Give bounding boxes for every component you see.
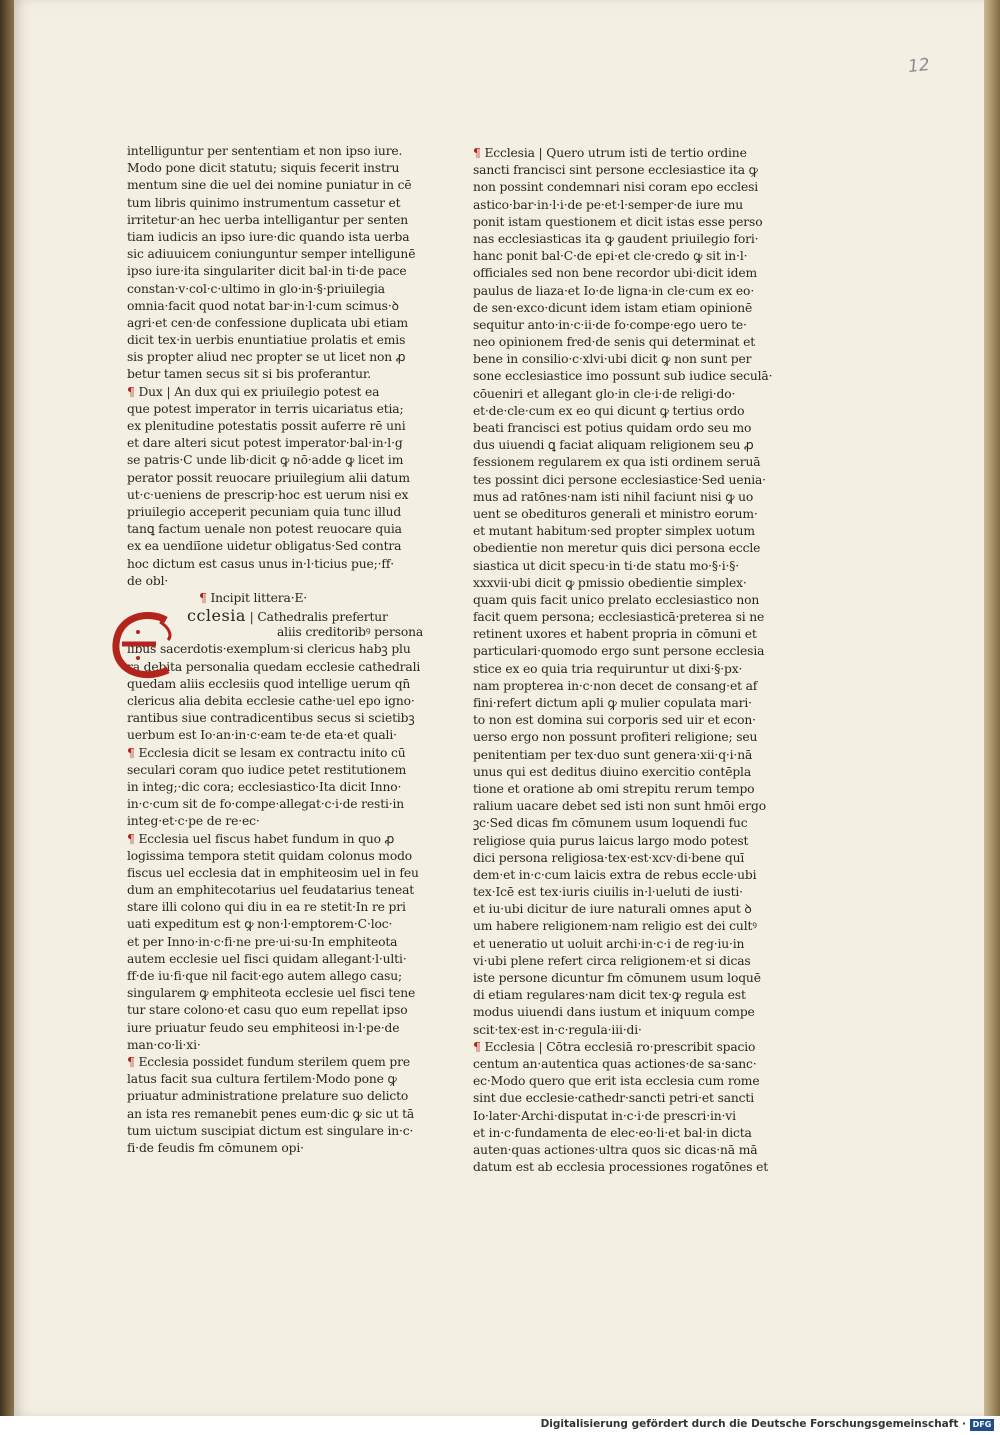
rubric-mark: ¶ <box>473 1039 481 1054</box>
rubric-mark: ¶ <box>127 831 135 846</box>
text-line: integ·et·c·pe de re·ec· <box>127 814 260 829</box>
text-line: to non est domina sui corporis sed uir et econ· <box>473 713 756 728</box>
text-line: astico·bar·in·l·i·de pe·et·l·semper·de iure mu <box>473 197 744 212</box>
text-line: tur stare colono·et casu quo eum repellat ipso <box>127 1003 408 1018</box>
text-line: constan·v·col·c·ultimo in glo·in·§·priuilegia <box>127 281 385 296</box>
text-line: um habere religionem·nam religio est dei cultꝰ <box>473 919 757 934</box>
text-line: mentum sine die uel dei nomine puniatur in cē <box>127 178 412 193</box>
text-line: libus sacerdotis·exemplum·si clericus habꝫ plu <box>127 642 411 657</box>
text-line: tum libris quinimo instrumentum cassetur et <box>127 195 401 210</box>
text-line: ¶ Ecclesia uel fiscus habet fundum in quo ꝓ <box>127 831 394 846</box>
ecclesia-line-1-text: | Cathedralis prefertur <box>249 610 388 625</box>
text-line: ra debita personalia quedam ecclesie cathedrali <box>127 659 421 674</box>
heading-text: Incipit littera·E· <box>210 590 308 605</box>
text-line: beati francisci est potius quidam ordo seu mo <box>473 421 752 435</box>
text-line: retinent uxores et habent propria in cōmuni et <box>473 627 757 642</box>
text-line: ipso iure·ita singulariter dicit bal·in ti·de pace <box>127 264 407 279</box>
text-line: di etiam regulares·nam dicit tex·ꝙ regula est <box>473 988 746 1003</box>
text-line: ¶ Ecclesia | Cōtra ecclesiā ro·prescribit spacio <box>473 1039 756 1054</box>
text-line: mus ad ratōnes·nam isti nihil faciunt nisi ꝙ uo <box>473 489 754 504</box>
text-line: tex·Icē est tex·iuris ciuilis in·l·ueluti de iusti· <box>473 885 743 900</box>
text-line: obedientie non meretur quis dici persona eccle <box>473 541 761 556</box>
text-line: sis propter aliud nec propter se ut licet non ꝓ <box>127 350 406 365</box>
text-line: cōueniri et allegant glo·in cle·i·de religi·do· <box>473 386 736 401</box>
text-line: iure priuatur feudo seu emphiteosi in·l·pe·de <box>127 1020 400 1035</box>
text-line: modus uiuendi dans iustum et iniquum compe <box>473 1005 755 1020</box>
text-line: man·co·li·xi· <box>127 1037 201 1052</box>
text-line: dicit tex·in uerbis enuntiatiue prolatis et emis <box>127 333 406 348</box>
text-line: penitentiam per tex·duo sunt genera·xii·q·i·nā <box>473 747 753 762</box>
text-line: ut·c·ueniens de prescrip·hoc est uerum nisi ex <box>127 487 409 502</box>
text-line: priuilegio acceperit pecuniam quia tunc illud <box>127 504 402 519</box>
text-line: bene in consilio·c·xlvi·ubi dicit ꝙ non sunt per <box>473 352 752 367</box>
text-line: sint due ecclesie·cathedr·sancti petri·et sancti <box>473 1091 754 1106</box>
text-line: sic adiuuicem coniunguntur semper intelligunē <box>127 247 416 262</box>
text-line: fi·de feudis fm cōmunem opi· <box>127 1140 304 1155</box>
text-line: ex ea uendiīone uidetur obligatus·Sed contra <box>127 539 402 554</box>
text-line: fessionem regularem ex qua isti ordinem seruā <box>473 455 761 470</box>
rubric-mark: ¶ <box>473 146 481 160</box>
folio-number: 12 <box>907 54 931 78</box>
text-line: uerbum est Io·an·in·c·eam te·de eta·et quali· <box>127 728 397 743</box>
text-line: de sen·exco·dicunt idem istam etiam opinionē <box>473 300 753 315</box>
text-line: Io·later·Archi·disputat in·c·i·de prescri·in·vi <box>473 1108 736 1123</box>
footer-bar <box>0 1416 1000 1435</box>
text-line: scit·tex·est in·c·regula·iii·di· <box>473 1022 642 1037</box>
text-line: ex plenitudine potestatis possit auferre rē uni <box>127 419 406 433</box>
text-line: facit quem persona; ecclesiasticā·preterea si ne <box>473 610 765 625</box>
text-line: et dare alteri sicut potest imperator·bal·in·l·g <box>127 436 403 451</box>
text-line: siastica ut dicit specu·in ti·de statu mo·§·i·§· <box>473 558 739 573</box>
text-line: ¶ Ecclesia | Quero utrum isti de tertio ordine <box>473 146 747 160</box>
text-line: latus facit sua cultura fertilem·Modo pone ꝙ <box>127 1072 397 1087</box>
text-line: hoc dictum est casus unus in·l·ticius pue;·ff· <box>127 556 394 571</box>
text-line: stare illi colono qui diu in ea re stetit·In re pri <box>127 900 406 915</box>
text-line: et mutant habitum·sed propter simplex uotum <box>473 524 755 539</box>
text-line: in integ;·dic cora; ecclesiastico·Ita dicit Inno· <box>127 779 402 794</box>
text-line: uati expeditum est ꝙ non·l·emptorem·C·loc· <box>127 917 393 932</box>
text-line: centum an·autentica quas actiones·de sa·sanc· <box>473 1056 757 1071</box>
text-line: hanc ponit bal·C·de epi·et cle·credo ꝙ sit in·l· <box>473 249 748 264</box>
text-line: rantibus siue contradicentibus secus si scietibꝫ <box>127 711 415 726</box>
book-binding-edge <box>0 0 14 1416</box>
text-line: dum an emphitecotarius uel feudatarius teneat <box>127 883 415 898</box>
text-line: ec·Modo quero que erit ista ecclesia cum rome <box>473 1074 760 1089</box>
text-line: auten·quas actiones·ultra quos sic dicas·nā mā <box>473 1142 758 1157</box>
text-line: paulus de liaza·et Io·de ligna·in cle·cum ex eo· <box>473 283 755 298</box>
text-line: tum uictum suscipiat dictum est singulare in·c· <box>127 1123 414 1138</box>
rubric-mark: ¶ <box>127 384 135 399</box>
text-line: unus qui est deditus diuino exercitio contēpla <box>473 764 752 779</box>
text-line: nas ecclesiasticas ita ꝙ gaudent priuilegio fori· <box>473 231 759 246</box>
text-line: ¶ Dux | An dux qui ex priuilegio potest ea <box>127 384 380 399</box>
text-line: stice ex eo quia tria requiruntur ut dixi·§·px· <box>473 661 743 676</box>
text-line: datum est ab ecclesia processiones rogatōnes et <box>473 1160 769 1175</box>
text-line: que potest imperator in terris uicariatus etia; <box>127 401 404 416</box>
text-line: dem·et in·c·cum laicis extra de rebus eccle·ubi <box>473 867 757 882</box>
text-line: dici persona religiosa·tex·est·xcv·di·bene quī <box>473 850 745 865</box>
text-line: ff·de iu·fi·que nil facit·ego autem allego casu; <box>127 969 402 983</box>
text-line: ponit istam questionem et dicit istas esse perso <box>473 214 763 229</box>
text-line: ¶ Ecclesia dicit se lesam ex contractu inito cū <box>127 745 406 760</box>
text-line: et per Inno·in·c·fi·ne pre·ui·su·In emphiteota <box>127 934 398 949</box>
text-line: tanꝗ factum uenale non potest reuocare quia <box>127 522 402 537</box>
left-column-block-b <box>127 641 421 1157</box>
ecclesia-line-2: aliis creditoribꝰ persona <box>277 625 424 640</box>
text-line: fiscus uel ecclesia dat in emphiteosim uel in feu <box>127 865 419 880</box>
decorated-initial-e <box>108 610 182 680</box>
text-line: religiose quia purus laicus largo modo potest <box>473 833 749 848</box>
text-line: dus uiuendi ꝗ faciat aliquam religionem seu ꝓ <box>473 438 754 453</box>
text-line: particulari·quomodo ergo sunt persone ecclesia <box>473 644 765 659</box>
text-line: de obl· <box>127 573 169 588</box>
text-line: fini·refert dictum apli ꝙ mulier copulata mari· <box>473 696 752 710</box>
rubric-mark: ¶ <box>127 745 135 760</box>
text-line: se patris·C unde lib·dicit ꝙ nō·adde ꝙ licet im <box>127 453 404 468</box>
text-line: vi·ubi plene refert circa religionem·et si dicas <box>473 953 751 968</box>
text-line: ꝫc·Sed dicas fm cōmunem usum loquendi fuc <box>473 816 748 831</box>
text-line: sequitur anto·in·c·ii·de fo·compe·ego uero te· <box>473 317 747 332</box>
text-line: uent se obedituros generali et ministro eorum· <box>473 506 758 521</box>
left-column-block-a <box>127 143 416 590</box>
text-line: logissima tempora stetit quidam colonus modo <box>127 848 413 863</box>
text-line: perator possit reuocare priuilegium alii datum <box>127 470 410 485</box>
text-line: uerso ergo non possunt profiteri religione; seu <box>473 730 758 745</box>
text-line: neo opinionem fred·de senis qui determinat et <box>473 335 755 350</box>
text-line: sancti francisci sint persone ecclesiastice ita ꝙ <box>473 163 758 178</box>
section-heading-incipit <box>199 590 405 607</box>
dfg-logo: DFG <box>970 1419 994 1431</box>
text-line: et in·c·fundamenta de elec·eo·li·et bal·in dicta <box>473 1125 752 1140</box>
text-line: tes possint dici persone ecclesiastice·Sed uenia· <box>473 472 766 487</box>
text-line: clericus alia debita ecclesie cathe·uel epo igno· <box>127 694 415 708</box>
text-line: in·c·cum sit de fo·compe·allegat·c·i·de resti·in <box>127 797 405 812</box>
rubric-mark: ¶ <box>199 590 207 605</box>
funding-credit: Digitalisierung gefördert durch die Deutsche Forschungsgemeinschaft · <box>540 1418 966 1430</box>
text-line: omnia·facit quod notat bar·in·l·cum scimus·ꝺ <box>127 298 399 313</box>
text-line: ralium uacare debet sed isti non sunt hmōi ergo <box>473 799 766 814</box>
text-line: singularem ꝙ emphiteota ecclesie uel fisci tene <box>127 986 416 1001</box>
text-line: et iu·ubi dicitur de iure naturali omnes aput ꝺ <box>473 902 752 917</box>
text-line: irritetur·an hec uerba intelligantur per senten <box>127 212 409 227</box>
rubric-mark: ¶ <box>127 1054 135 1069</box>
text-line: xxxvii·ubi dicit ꝙ pmissio obedientie simplex· <box>473 575 747 590</box>
text-line: autem ecclesie uel fisci quidam allegant·l·ulti· <box>127 951 407 966</box>
text-line: nam propterea in·c·non decet de consang·et af <box>473 678 758 693</box>
text-line: quedam aliis ecclesiis quod intellige uerum qn̄ <box>127 676 411 691</box>
text-line: Modo pone dicit statutu; siquis fecerit instru <box>127 161 400 176</box>
text-line: sone ecclesiastice imo possunt sub iudice seculā· <box>473 369 773 384</box>
text-line: an ista res remanebit penes eum·dic ꝙ sic ut tā <box>127 1106 415 1121</box>
text-line: quam quis facit unico prelato ecclesiastico non <box>473 592 760 607</box>
text-line: betur tamen secus sit si bis proferantur. <box>127 367 371 382</box>
right-text-column <box>473 145 779 1176</box>
text-line: iste persone dicuntur fm cōmunem usum loquē <box>473 971 761 985</box>
text-line: non possint condemnari nisi coram epo ecclesi <box>473 180 759 195</box>
text-line: agri·et cen·de confessione duplicata ubi etiam <box>127 315 409 330</box>
text-line: ¶ Ecclesia possidet fundum sterilem quem pre <box>127 1054 410 1069</box>
text-line: priuatur administratione prelature suo delicto <box>127 1089 409 1104</box>
ecclesia-line-1 <box>187 607 405 624</box>
ecclesia-display-word: cclesia <box>187 606 246 626</box>
text-line: intelliguntur per sententiam et non ipso iure. <box>127 144 403 158</box>
page-fore-edge <box>984 0 1000 1416</box>
text-line: et ueneratio ut uoluit archi·in·c·i de reg·iu·in <box>473 936 745 951</box>
text-line: tiam iudicis an ipso iure·dic quando ista uerba <box>127 229 410 244</box>
text-line: tione et oratione ab omi strepitu rerum tempo <box>473 781 755 796</box>
text-line: officiales sed non bene recordor ubi·dicit idem <box>473 266 757 281</box>
text-line: et·de·cle·cum ex eo qui dicunt ꝙ tertius ordo <box>473 403 745 418</box>
text-line: seculari coram quo iudice petet restitutionem <box>127 762 407 777</box>
